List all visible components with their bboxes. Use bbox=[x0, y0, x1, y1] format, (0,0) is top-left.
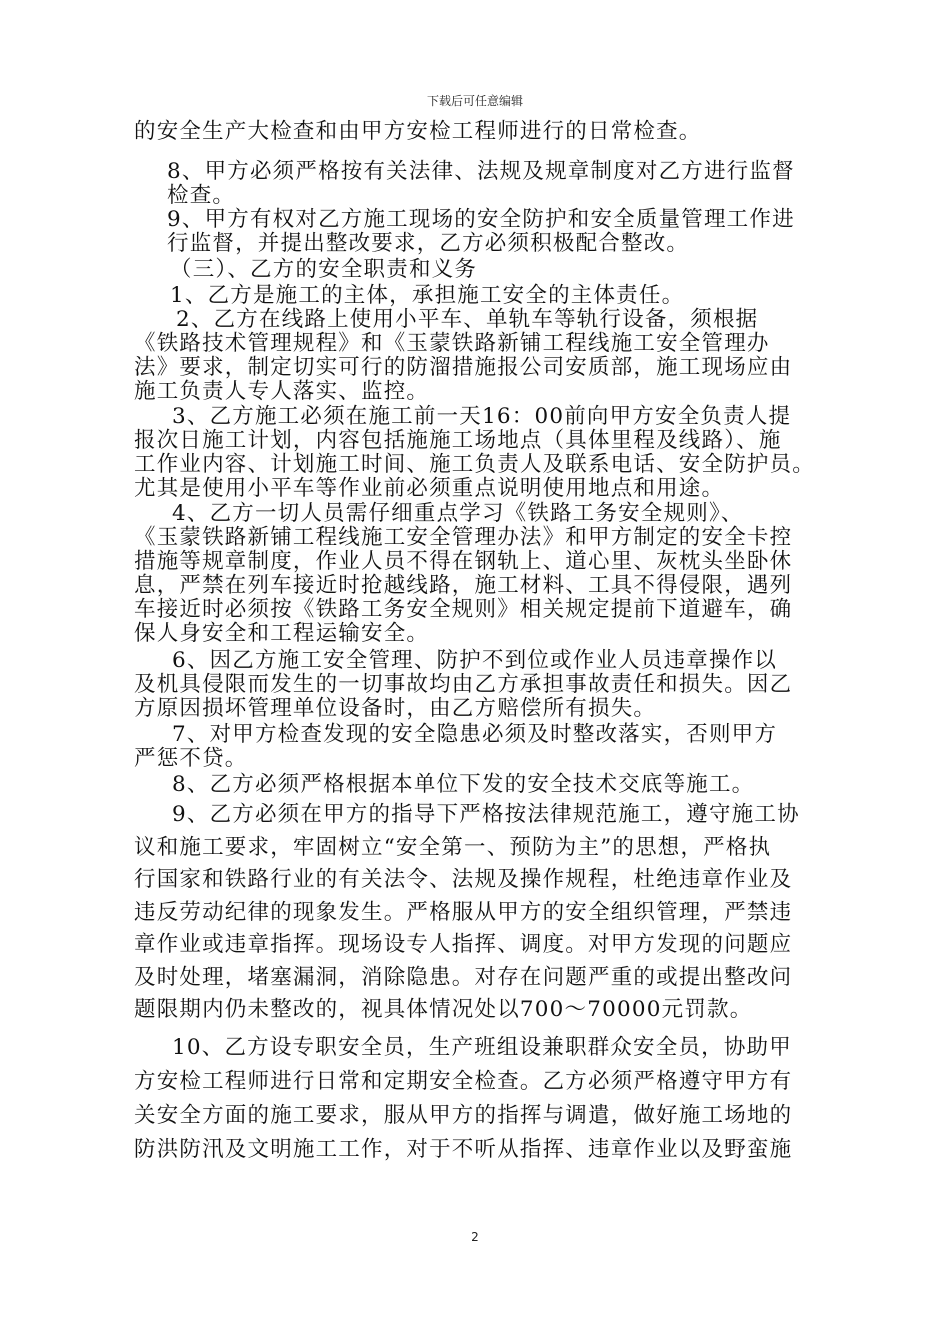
text-line: 9、乙方必须在甲方的指导下严格按法律规范施工，遵守施工协 bbox=[172, 802, 800, 827]
text-line: 8、乙方必须严格根据本单位下发的安全技术交底等施工。 bbox=[172, 772, 755, 797]
text-line: 违反劳动纪律的现象发生。严格服从甲方的安全组织管理，严禁违 bbox=[134, 900, 793, 925]
text-line: 的安全生产大检查和由甲方安检工程师进行的日常检查。 bbox=[134, 119, 702, 144]
text-line: 10、乙方设专职安全员，生产班组设兼职群众安全员，协助甲 bbox=[172, 1035, 792, 1060]
text-line: 保人身安全和工程运输安全。 bbox=[134, 621, 430, 646]
text-line: 议和施工要求，牢固树立“安全第一、预防为主”的思想，严格执 bbox=[134, 835, 772, 860]
text-line: 6、因乙方施工安全管理、防护不到位或作业人员违章操作以 bbox=[172, 648, 778, 673]
text-line: 3、乙方施工必须在施工前一天16：00前向甲方安全负责人提 bbox=[172, 404, 792, 429]
text-line: 施工负责人专人落实、监控。 bbox=[134, 379, 430, 404]
text-line: 9、甲方有权对乙方施工现场的安全防护和安全质量管理工作进 bbox=[167, 207, 795, 232]
text-line: 行监督，并提出整改要求，乙方必须积极配合整改。 bbox=[167, 231, 690, 256]
text-line: 尤其是使用小平车等作业前必须重点说明使用地点和用途。 bbox=[134, 476, 725, 501]
text-line: 工作业内容、计划施工时间、施工负责人及联系电话、安全防护员。 bbox=[134, 452, 816, 477]
text-line: 《铁路技术管理规程》和《玉蒙铁路新铺工程线施工安全管理办 bbox=[134, 331, 770, 356]
section-heading: （三）、乙方的安全职责和义务 bbox=[170, 257, 478, 282]
text-line: 及时处理，堵塞漏洞，消除隐患。对存在问题严重的或提出整改问 bbox=[134, 965, 793, 990]
text-line: 7、对甲方检查发现的安全隐患必须及时整改落实，否则甲方 bbox=[172, 722, 778, 747]
text-line: 息，严禁在列车接近时抢越线路，施工材料、工具不得侵限，遇列 bbox=[134, 573, 793, 598]
text-line: 8、甲方必须严格按有关法律、法规及规章制度对乙方进行监督 bbox=[167, 159, 795, 184]
text-line: 2、乙方在线路上使用小平车、单轨车等轨行设备，须根据 bbox=[176, 307, 759, 332]
page-header: 下载后可任意编辑 bbox=[426, 94, 523, 108]
text-line: 报次日施工计划，内容包括施施工场地点（具体里程及线路）、施 bbox=[134, 428, 782, 453]
text-line: 法》要求，制定切实可行的防溜措施报公司安质部，施工现场应由 bbox=[134, 355, 793, 380]
text-line: 防洪防汛及文明施工工作，对于不听从指挥、违章作业以及野蛮施 bbox=[134, 1137, 793, 1162]
text-line: 1、乙方是施工的主体，承担施工安全的主体责任。 bbox=[170, 283, 685, 308]
text-line: 4、乙方一切人员需仔细重点学习《铁路工务安全规则》、 bbox=[172, 501, 744, 526]
text-line: 严惩不贷。 bbox=[134, 746, 248, 771]
text-line: 题限期内仍未整改的，视具体情况处以700～70000元罚款。 bbox=[134, 997, 753, 1022]
text-line: 《玉蒙铁路新铺工程线施工安全管理办法》和甲方制定的安全卡控 bbox=[134, 525, 793, 550]
text-line: 方原因损坏管理单位设备时，由乙方赔偿所有损失。 bbox=[134, 696, 657, 721]
text-line: 章作业或违章指挥。现场设专人指挥、调度。对甲方发现的问题应 bbox=[134, 932, 793, 957]
text-line: 及机具侵限而发生的一切事故均由乙方承担事故责任和损失。因乙 bbox=[134, 672, 793, 697]
page-number: 2 bbox=[471, 1230, 479, 1244]
text-line: 措施等规章制度，作业人员不得在钢轨上、道心里、灰枕头坐卧休 bbox=[134, 549, 793, 574]
text-line: 车接近时必须按《铁路工务安全规则》相关规定提前下道避车，确 bbox=[134, 597, 793, 622]
text-line: 方安检工程师进行日常和定期安全检查。乙方必须严格遵守甲方有 bbox=[134, 1069, 793, 1094]
text-line: 检查。 bbox=[167, 183, 236, 208]
text-line: 关安全方面的施工要求，服从甲方的指挥与调遣，做好施工场地的 bbox=[134, 1103, 793, 1128]
text-line: 行国家和铁路行业的有关法令、法规及操作规程，杜绝违章作业及 bbox=[134, 867, 793, 892]
